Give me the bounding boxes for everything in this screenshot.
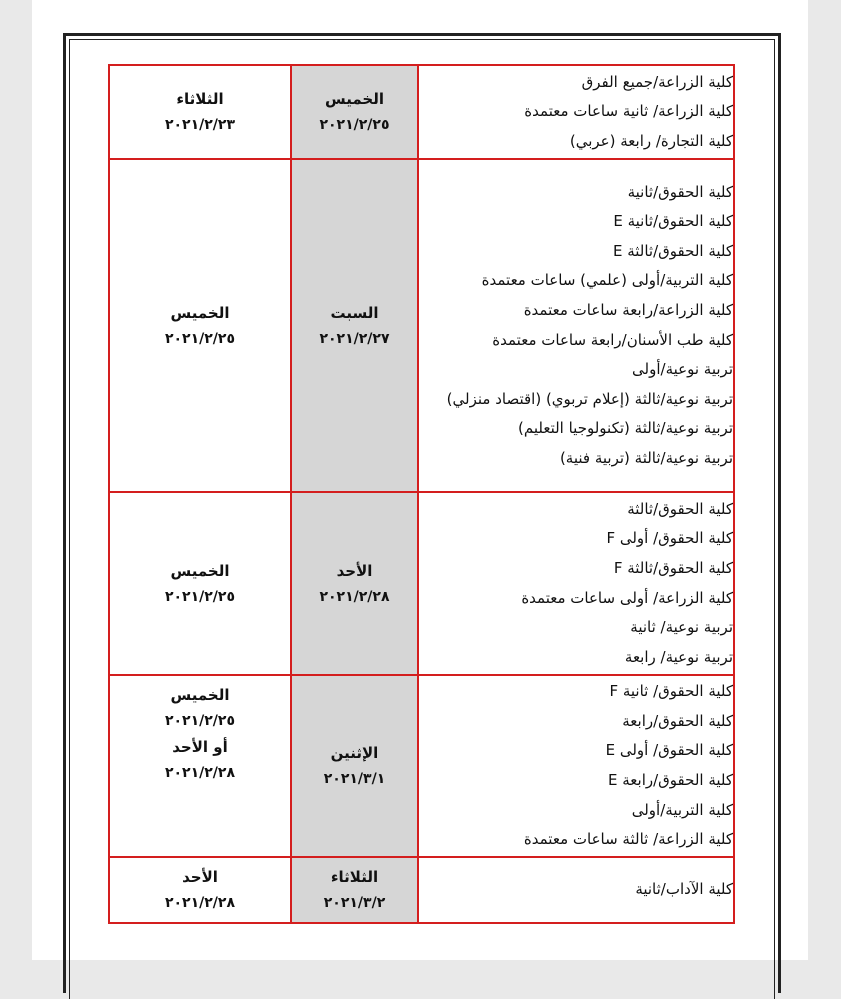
alt-day-date: ٢٠٢١/٢/٢٣	[164, 117, 236, 133]
alt-day-name: الخميس	[170, 303, 230, 322]
table-row	[109, 492, 734, 675]
faculties-cell	[418, 675, 734, 857]
faculty-line: كلية الزراعة/ أولى ساعات معتمدة	[521, 588, 733, 607]
faculty-line: كلية طب الأسنان/رابعة ساعات معتمدة	[492, 330, 733, 349]
table-row	[109, 65, 734, 159]
faculty-line: تربية نوعية/ رابعة	[624, 647, 733, 666]
faculty-line: تربية نوعية/أولى	[632, 360, 733, 379]
alt-day-name: الأحد	[182, 868, 218, 886]
alternative-day-cell	[109, 65, 291, 159]
exam-schedule-table	[108, 64, 735, 924]
faculty-line: كلية الحقوق/رابعة E	[607, 771, 733, 789]
alternative-day-cell	[109, 857, 291, 923]
alternative-day-cell	[109, 492, 291, 675]
faculty-line: كلية الزراعة/ ثانية ساعات معتمدة	[524, 102, 733, 121]
faculty-line: كلية الزراعة/جميع الفرق	[581, 72, 733, 91]
day-name: الأحد	[336, 561, 373, 580]
table-row	[109, 675, 734, 857]
faculty-line: كلية الحقوق/ثالثة E	[612, 241, 733, 260]
exam-day-cell	[291, 675, 418, 857]
faculty-line: كلية الحقوق/ ثانية F	[609, 682, 733, 701]
exam-day-cell	[291, 492, 418, 675]
faculties-cell	[418, 159, 734, 492]
alternative-day-cell	[109, 159, 291, 492]
faculty-line: تربية نوعية/ثالثة (تكنولوجيا التعليم)	[518, 419, 733, 438]
faculty-line: كلية الآداب/ثانية	[635, 880, 733, 899]
alt-day-name: الخميس	[170, 561, 230, 580]
day-name: الثلاثاء	[330, 868, 379, 886]
faculty-line: كلية الحقوق/رابعة	[622, 711, 733, 730]
alt-day-name: الخميس	[170, 686, 230, 704]
faculty-line: كلية الزراعة/ ثالثة ساعات معتمدة	[523, 830, 733, 849]
day-date: ٢٠٢١/٢/٢٧	[319, 330, 390, 347]
faculty-line: كلية الحقوق/ثانية	[627, 182, 733, 201]
alt-day-date: ٢٠٢١/٢/٢٥	[164, 330, 236, 347]
faculty-line: كلية التجارة/ رابعة (عربي)	[569, 131, 733, 150]
faculty-line: كلية الحقوق/ أولى F	[606, 529, 733, 548]
faculties-cell	[418, 857, 734, 923]
alt-day-date: ٢٠٢١/٢/٢٥	[164, 713, 236, 729]
exam-day-cell	[291, 857, 418, 923]
day-name: الإثنين	[330, 744, 379, 762]
table-row	[109, 159, 734, 492]
alt-day-date: ٢٠٢١/٢/٢٨	[164, 895, 236, 911]
table-row	[109, 857, 734, 923]
alt-day-name: الثلاثاء	[176, 90, 224, 108]
alt-day-date: ٢٠٢١/٢/٢٨	[164, 765, 236, 781]
faculty-line: كلية التربية/أولى	[631, 800, 733, 819]
day-name: السبت	[330, 303, 379, 322]
exam-day-cell	[291, 65, 418, 159]
faculty-line: كلية التربية/أولى (علمي) ساعات معتمدة	[481, 271, 733, 290]
faculty-line: كلية الحقوق/ثالثة F	[613, 558, 733, 577]
faculties-cell	[418, 492, 734, 675]
faculty-line: كلية الحقوق/ أولى E	[605, 741, 733, 760]
day-name: الخميس	[325, 90, 384, 108]
day-date: ٢٠٢١/٣/٢	[323, 895, 386, 911]
alt-day-name: أو الأحد	[172, 738, 228, 756]
day-date: ٢٠٢١/٣/١	[323, 771, 386, 787]
faculty-line: كلية الزراعة/رابعة ساعات معتمدة	[523, 300, 733, 319]
faculty-line: تربية نوعية/ثالثة (إعلام تربوي) (اقتصاد منزلي)	[446, 389, 733, 408]
alternative-day-cell	[109, 675, 291, 857]
faculty-line: كلية الحقوق/ثانية E	[613, 212, 733, 231]
faculty-line: تربية نوعية/ثالثة (تربية فنية)	[559, 448, 733, 467]
day-date: ٢٠٢١/٢/٢٨	[319, 588, 390, 605]
faculty-line: تربية نوعية/ ثانية	[630, 618, 733, 637]
faculties-cell	[418, 65, 734, 159]
alt-day-date: ٢٠٢١/٢/٢٥	[164, 588, 236, 605]
faculty-line: كلية الحقوق/ثالثة	[627, 499, 733, 518]
exam-day-cell	[291, 159, 418, 492]
day-date: ٢٠٢١/٢/٢٥	[319, 117, 390, 133]
